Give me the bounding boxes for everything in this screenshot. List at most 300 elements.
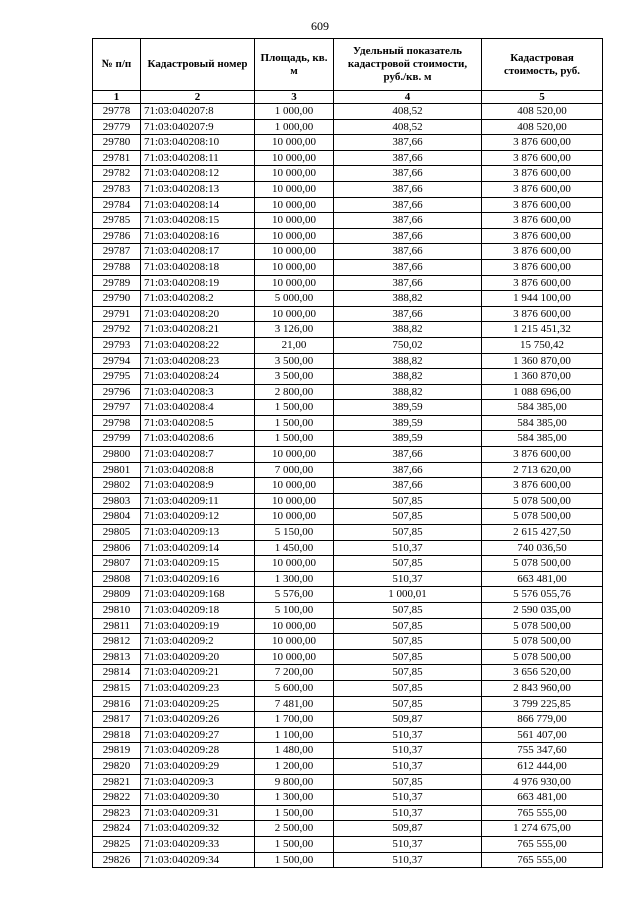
table-row (93, 228, 603, 244)
cadastral-number: 71:03:040209:21 (141, 665, 255, 681)
table-row (93, 104, 603, 120)
table-row (93, 275, 603, 291)
cadastral-number: 71:03:040208:11 (141, 150, 255, 166)
area: 21,00 (255, 337, 334, 353)
cadastral-number: 71:03:040208:22 (141, 337, 255, 353)
area: 10 000,00 (255, 509, 334, 525)
cadastral-value: 5 078 500,00 (482, 634, 603, 650)
table-row (93, 634, 603, 650)
area: 10 000,00 (255, 306, 334, 322)
table-row (93, 415, 603, 431)
table-row (93, 478, 603, 494)
row-index: 29804 (93, 509, 141, 525)
cadastral-value: 663 481,00 (482, 571, 603, 587)
row-index: 29818 (93, 727, 141, 743)
cadastral-value: 3 876 600,00 (482, 166, 603, 182)
cadastral-value: 2 843 960,00 (482, 680, 603, 696)
cadastral-number: 71:03:040208:23 (141, 353, 255, 369)
table-row (93, 291, 603, 307)
cadastral-value: 1 944 100,00 (482, 291, 603, 307)
specific-value: 387,66 (334, 181, 482, 197)
row-index: 29780 (93, 135, 141, 151)
area: 7 000,00 (255, 462, 334, 478)
cadastral-number: 71:03:040209:25 (141, 696, 255, 712)
specific-value: 507,85 (334, 509, 482, 525)
area: 10 000,00 (255, 649, 334, 665)
row-index: 29817 (93, 712, 141, 728)
cadastral-number: 71:03:040208:9 (141, 478, 255, 494)
column-number: 4 (334, 91, 482, 104)
table-body (93, 104, 603, 868)
cadastral-value: 584 385,00 (482, 431, 603, 447)
area: 3 126,00 (255, 322, 334, 338)
area: 1 450,00 (255, 540, 334, 556)
table-row (93, 197, 603, 213)
specific-value: 388,82 (334, 353, 482, 369)
area: 1 200,00 (255, 758, 334, 774)
area: 10 000,00 (255, 197, 334, 213)
area: 5 600,00 (255, 680, 334, 696)
cadastral-number: 71:03:040208:5 (141, 415, 255, 431)
specific-value: 388,82 (334, 384, 482, 400)
area: 7 481,00 (255, 696, 334, 712)
cadastral-number: 71:03:040208:13 (141, 181, 255, 197)
row-index: 29821 (93, 774, 141, 790)
cadastral-value: 5 576 055,76 (482, 587, 603, 603)
specific-value: 507,85 (334, 680, 482, 696)
row-index: 29785 (93, 213, 141, 229)
table-row (93, 556, 603, 572)
cadastral-value: 663 481,00 (482, 790, 603, 806)
specific-value: 510,37 (334, 727, 482, 743)
cadastral-value: 3 799 225,85 (482, 696, 603, 712)
specific-value: 387,66 (334, 478, 482, 494)
cadastral-number: 71:03:040209:33 (141, 836, 255, 852)
row-index: 29799 (93, 431, 141, 447)
table-row (93, 353, 603, 369)
specific-value: 408,52 (334, 119, 482, 135)
cadastral-number: 71:03:040208:14 (141, 197, 255, 213)
row-index: 29790 (93, 291, 141, 307)
specific-value: 507,85 (334, 556, 482, 572)
area: 1 500,00 (255, 400, 334, 416)
area: 5 576,00 (255, 587, 334, 603)
cadastral-value: 408 520,00 (482, 104, 603, 120)
row-index: 29822 (93, 790, 141, 806)
cadastral-table (92, 38, 603, 868)
row-index: 29803 (93, 493, 141, 509)
cadastral-number: 71:03:040209:13 (141, 525, 255, 541)
cadastral-number: 71:03:040208:2 (141, 291, 255, 307)
specific-value: 507,85 (334, 618, 482, 634)
cadastral-number: 71:03:040208:10 (141, 135, 255, 151)
specific-value: 387,66 (334, 213, 482, 229)
table-row (93, 680, 603, 696)
cadastral-number: 71:03:040209:34 (141, 852, 255, 868)
row-index: 29819 (93, 743, 141, 759)
specific-value: 507,85 (334, 665, 482, 681)
area: 10 000,00 (255, 166, 334, 182)
area: 5 150,00 (255, 525, 334, 541)
row-index: 29811 (93, 618, 141, 634)
row-index: 29802 (93, 478, 141, 494)
area: 1 480,00 (255, 743, 334, 759)
cadastral-number: 71:03:040209:31 (141, 805, 255, 821)
cadastral-value: 3 876 600,00 (482, 228, 603, 244)
cadastral-number: 71:03:040208:12 (141, 166, 255, 182)
cadastral-value: 3 876 600,00 (482, 259, 603, 275)
table-row (93, 821, 603, 837)
area: 2 800,00 (255, 384, 334, 400)
table-row (93, 493, 603, 509)
table-row (93, 150, 603, 166)
area: 10 000,00 (255, 493, 334, 509)
table-row (93, 774, 603, 790)
area: 10 000,00 (255, 275, 334, 291)
cadastral-value: 3 876 600,00 (482, 447, 603, 463)
area: 3 500,00 (255, 353, 334, 369)
cadastral-value: 3 876 600,00 (482, 150, 603, 166)
cadastral-value: 2 615 427,50 (482, 525, 603, 541)
area: 1 000,00 (255, 104, 334, 120)
table-row (93, 447, 603, 463)
specific-value: 387,66 (334, 244, 482, 260)
cadastral-number: 71:03:040209:15 (141, 556, 255, 572)
area: 10 000,00 (255, 181, 334, 197)
row-index: 29783 (93, 181, 141, 197)
specific-value: 510,37 (334, 790, 482, 806)
row-index: 29801 (93, 462, 141, 478)
table-row (93, 805, 603, 821)
specific-value: 507,85 (334, 525, 482, 541)
row-index: 29815 (93, 680, 141, 696)
cadastral-number: 71:03:040209:20 (141, 649, 255, 665)
cadastral-number: 71:03:040208:6 (141, 431, 255, 447)
row-index: 29798 (93, 415, 141, 431)
area: 10 000,00 (255, 447, 334, 463)
specific-value: 387,66 (334, 462, 482, 478)
area: 5 000,00 (255, 291, 334, 307)
cadastral-number: 71:03:040209:28 (141, 743, 255, 759)
table-row (93, 119, 603, 135)
column-number: 1 (93, 91, 141, 104)
area: 1 500,00 (255, 805, 334, 821)
table-row (93, 618, 603, 634)
area: 10 000,00 (255, 244, 334, 260)
table-row (93, 306, 603, 322)
row-index: 29825 (93, 836, 141, 852)
area: 1 500,00 (255, 415, 334, 431)
specific-value: 510,37 (334, 540, 482, 556)
cadastral-number: 71:03:040208:19 (141, 275, 255, 291)
cadastral-value: 15 750,42 (482, 337, 603, 353)
area: 10 000,00 (255, 228, 334, 244)
cadastral-number: 71:03:040208:18 (141, 259, 255, 275)
specific-value: 1 000,01 (334, 587, 482, 603)
area: 1 500,00 (255, 431, 334, 447)
table-row (93, 462, 603, 478)
row-index: 29788 (93, 259, 141, 275)
cadastral-number: 71:03:040208:21 (141, 322, 255, 338)
specific-value: 387,66 (334, 275, 482, 291)
specific-value: 388,82 (334, 291, 482, 307)
specific-value: 387,66 (334, 259, 482, 275)
table-row (93, 790, 603, 806)
row-index: 29808 (93, 571, 141, 587)
specific-value: 750,02 (334, 337, 482, 353)
cadastral-number: 71:03:040208:20 (141, 306, 255, 322)
specific-value: 510,37 (334, 571, 482, 587)
specific-value: 507,85 (334, 649, 482, 665)
cadastral-value: 765 555,00 (482, 852, 603, 868)
area: 1 300,00 (255, 571, 334, 587)
cadastral-number: 71:03:040209:2 (141, 634, 255, 650)
cadastral-number: 71:03:040209:11 (141, 493, 255, 509)
specific-value: 388,82 (334, 322, 482, 338)
cadastral-number: 71:03:040209:14 (141, 540, 255, 556)
column-number: 5 (482, 91, 603, 104)
cadastral-value: 1 088 696,00 (482, 384, 603, 400)
cadastral-number: 71:03:040208:8 (141, 462, 255, 478)
cadastral-value: 4 976 930,00 (482, 774, 603, 790)
specific-value: 387,66 (334, 306, 482, 322)
table-row (93, 337, 603, 353)
row-index: 29778 (93, 104, 141, 120)
area: 1 700,00 (255, 712, 334, 728)
row-index: 29796 (93, 384, 141, 400)
area: 1 500,00 (255, 836, 334, 852)
area: 10 000,00 (255, 135, 334, 151)
cadastral-value: 5 078 500,00 (482, 509, 603, 525)
cadastral-value: 755 347,60 (482, 743, 603, 759)
table-row (93, 322, 603, 338)
cadastral-number: 71:03:040208:4 (141, 400, 255, 416)
area: 7 200,00 (255, 665, 334, 681)
table-row (93, 571, 603, 587)
table-row (93, 758, 603, 774)
cadastral-number: 71:03:040209:19 (141, 618, 255, 634)
column-number: 3 (255, 91, 334, 104)
specific-value: 510,37 (334, 805, 482, 821)
row-index: 29789 (93, 275, 141, 291)
cadastral-value: 3 876 600,00 (482, 197, 603, 213)
specific-value: 388,82 (334, 369, 482, 385)
area: 9 800,00 (255, 774, 334, 790)
column-number: 2 (141, 91, 255, 104)
specific-value: 389,59 (334, 431, 482, 447)
cadastral-value: 1 360 870,00 (482, 369, 603, 385)
header-area: Площадь, кв. м (255, 39, 334, 91)
cadastral-value: 2 590 035,00 (482, 603, 603, 619)
table-row (93, 525, 603, 541)
table-row (93, 649, 603, 665)
specific-value: 389,59 (334, 415, 482, 431)
specific-value: 387,66 (334, 166, 482, 182)
cadastral-number: 71:03:040209:168 (141, 587, 255, 603)
specific-value: 509,87 (334, 821, 482, 837)
specific-value: 408,52 (334, 104, 482, 120)
cadastral-value: 584 385,00 (482, 415, 603, 431)
header-row (93, 39, 603, 91)
cadastral-number: 71:03:040208:15 (141, 213, 255, 229)
row-index: 29826 (93, 852, 141, 868)
area: 1 000,00 (255, 119, 334, 135)
row-index: 29800 (93, 447, 141, 463)
row-index: 29797 (93, 400, 141, 416)
header-cadastral-number: Кадастровый номер (141, 39, 255, 91)
table-row (93, 400, 603, 416)
cadastral-number: 71:03:040209:29 (141, 758, 255, 774)
cadastral-number: 71:03:040207:9 (141, 119, 255, 135)
cadastral-number: 71:03:040208:7 (141, 447, 255, 463)
specific-value: 509,87 (334, 712, 482, 728)
table-row (93, 166, 603, 182)
row-index: 29823 (93, 805, 141, 821)
cadastral-value: 3 876 600,00 (482, 275, 603, 291)
area: 10 000,00 (255, 150, 334, 166)
cadastral-value: 1 360 870,00 (482, 353, 603, 369)
cadastral-value: 5 078 500,00 (482, 649, 603, 665)
specific-value: 387,66 (334, 228, 482, 244)
table-row (93, 540, 603, 556)
area: 5 100,00 (255, 603, 334, 619)
specific-value: 510,37 (334, 852, 482, 868)
row-index: 29784 (93, 197, 141, 213)
cadastral-number: 71:03:040207:8 (141, 104, 255, 120)
cadastral-number: 71:03:040208:16 (141, 228, 255, 244)
cadastral-value: 612 444,00 (482, 758, 603, 774)
table-row (93, 509, 603, 525)
table-row (93, 665, 603, 681)
cadastral-number: 71:03:040209:32 (141, 821, 255, 837)
cadastral-value: 740 036,50 (482, 540, 603, 556)
row-index: 29782 (93, 166, 141, 182)
cadastral-value: 5 078 500,00 (482, 618, 603, 634)
row-index: 29792 (93, 322, 141, 338)
specific-value: 507,85 (334, 493, 482, 509)
specific-value: 387,66 (334, 135, 482, 151)
table-row (93, 259, 603, 275)
table-row (93, 743, 603, 759)
row-index: 29814 (93, 665, 141, 681)
cadastral-value: 3 876 600,00 (482, 135, 603, 151)
row-index: 29805 (93, 525, 141, 541)
row-index: 29820 (93, 758, 141, 774)
specific-value: 507,85 (334, 603, 482, 619)
specific-value: 507,85 (334, 774, 482, 790)
row-index: 29794 (93, 353, 141, 369)
row-index: 29793 (93, 337, 141, 353)
table-row (93, 696, 603, 712)
cadastral-number: 71:03:040208:17 (141, 244, 255, 260)
cadastral-value: 3 656 520,00 (482, 665, 603, 681)
cadastral-number: 71:03:040209:27 (141, 727, 255, 743)
area: 10 000,00 (255, 634, 334, 650)
row-index: 29810 (93, 603, 141, 619)
table-row (93, 587, 603, 603)
cadastral-value: 765 555,00 (482, 805, 603, 821)
table-row (93, 213, 603, 229)
table-row (93, 852, 603, 868)
row-index: 29787 (93, 244, 141, 260)
row-index: 29816 (93, 696, 141, 712)
page-number: 609 (311, 19, 329, 33)
row-index: 29791 (93, 306, 141, 322)
cadastral-number: 71:03:040209:12 (141, 509, 255, 525)
specific-value: 387,66 (334, 197, 482, 213)
specific-value: 510,37 (334, 758, 482, 774)
cadastral-value: 1 215 451,32 (482, 322, 603, 338)
area: 10 000,00 (255, 213, 334, 229)
area: 10 000,00 (255, 259, 334, 275)
cadastral-number: 71:03:040208:24 (141, 369, 255, 385)
specific-value: 389,59 (334, 400, 482, 416)
header-index: № п/п (93, 39, 141, 91)
table-row (93, 431, 603, 447)
row-index: 29807 (93, 556, 141, 572)
cadastral-value: 408 520,00 (482, 119, 603, 135)
area: 10 000,00 (255, 478, 334, 494)
row-index: 29824 (93, 821, 141, 837)
specific-value: 510,37 (334, 836, 482, 852)
table-row (93, 603, 603, 619)
table-row (93, 244, 603, 260)
specific-value: 507,85 (334, 634, 482, 650)
table-row (93, 369, 603, 385)
cadastral-value: 2 713 620,00 (482, 462, 603, 478)
area: 10 000,00 (255, 556, 334, 572)
specific-value: 387,66 (334, 447, 482, 463)
specific-value: 387,66 (334, 150, 482, 166)
area: 2 500,00 (255, 821, 334, 837)
header-specific-value: Удельный показатель кадастровой стоимости, руб./кв. м (334, 39, 482, 91)
row-index: 29786 (93, 228, 141, 244)
specific-value: 510,37 (334, 743, 482, 759)
specific-value: 507,85 (334, 696, 482, 712)
cadastral-number: 71:03:040209:26 (141, 712, 255, 728)
cadastral-number: 71:03:040209:3 (141, 774, 255, 790)
table-row (93, 727, 603, 743)
row-index: 29795 (93, 369, 141, 385)
area: 10 000,00 (255, 618, 334, 634)
cadastral-value: 561 407,00 (482, 727, 603, 743)
cadastral-number: 71:03:040209:16 (141, 571, 255, 587)
cadastral-value: 3 876 600,00 (482, 213, 603, 229)
row-index: 29781 (93, 150, 141, 166)
cadastral-number: 71:03:040209:18 (141, 603, 255, 619)
row-index: 29779 (93, 119, 141, 135)
area: 3 500,00 (255, 369, 334, 385)
cadastral-value: 5 078 500,00 (482, 556, 603, 572)
row-index: 29809 (93, 587, 141, 603)
table-row (93, 384, 603, 400)
area: 1 100,00 (255, 727, 334, 743)
cadastral-value: 3 876 600,00 (482, 478, 603, 494)
cadastral-value: 866 779,00 (482, 712, 603, 728)
row-index: 29806 (93, 540, 141, 556)
cadastral-value: 765 555,00 (482, 836, 603, 852)
table-row (93, 836, 603, 852)
row-index: 29813 (93, 649, 141, 665)
cadastral-value: 584 385,00 (482, 400, 603, 416)
cadastral-value: 5 078 500,00 (482, 493, 603, 509)
table-row (93, 181, 603, 197)
cadastral-number: 71:03:040209:23 (141, 680, 255, 696)
cadastral-number: 71:03:040209:30 (141, 790, 255, 806)
cadastral-value: 3 876 600,00 (482, 181, 603, 197)
cadastral-number: 71:03:040208:3 (141, 384, 255, 400)
column-number-row (93, 91, 603, 104)
